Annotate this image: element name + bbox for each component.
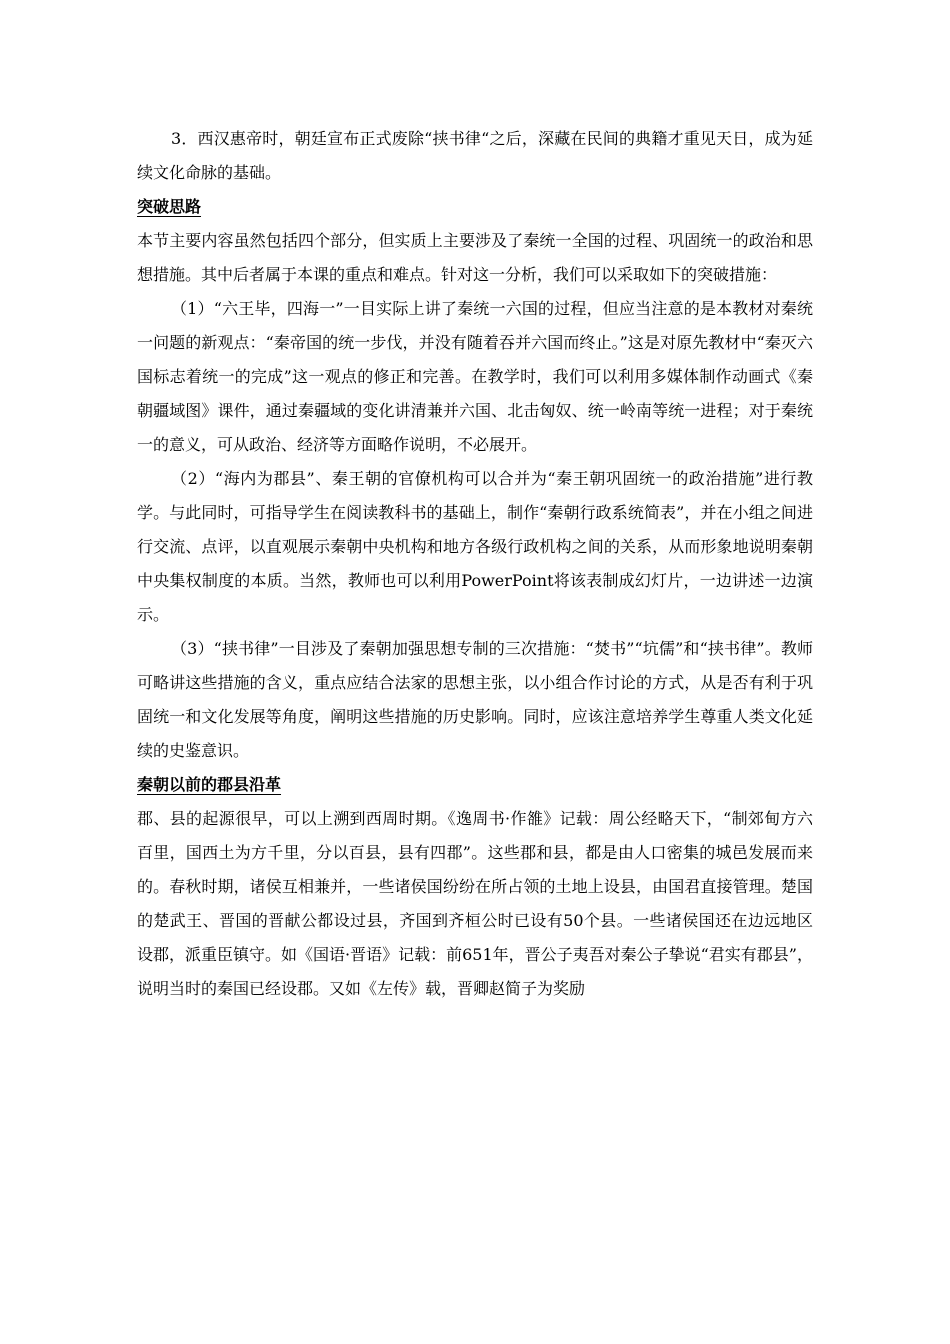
paragraph-item-3: 3．西汉惠帝时，朝廷宣布正式废除“挟书律“之后，深藏在民间的典籍才重见天日，成为延续文化命脉的基础。 [137,129,813,182]
paragraph-overview: 本节主要内容虽然包括四个部分，但实质上主要涉及了秦统一全国的过程、巩固统一的政治和思想措施。其中后者属于本课的重点和难点。针对这一分析，我们可以采取如下的突破措施： [137,231,813,284]
section-heading-prefectures: 秦朝以前的郡县沿革 [137,775,282,794]
paragraph-point-3: （3）“挟书律”一目涉及了秦朝加强思想专制的三次措施：“焚书”“坑儒”和“挟书律”。教师可略讲这些措施的含义，重点应结合法家的思想主张，以小组合作讨论的方式，从是否有利于巩固统一和文化发展等角度，阐明这些措施的历史影响。同时，应该注意培养学生尊重人类文化延续的史鉴意识。 [137,639,813,760]
paragraph-point-1: （1）“六王毕，四海一”一目实际上讲了秦统一六国的过程，但应当注意的是本教材对秦统一问题的新观点：“秦帝国的统一步伐，并没有随着吞并六国而终止。”这是对原先教材中“秦灭六国标志着统一的完成”这一观点的修正和完善。在教学时，我们可以利用多媒体制作动画式《秦朝疆域图》课件，通过秦疆域的变化讲清兼并六国、北击匈奴、统一岭南等统一进程；对于秦统一的意义，可从政治、经济等方面略作说明，不必展开。 [137,299,813,454]
paragraph-point-2: （2）“海内为郡县”、秦王朝的官僚机构可以合并为“秦王朝巩固统一的政治措施”进行教学。与此同时，可指导学生在阅读教科书的基础上，制作“秦朝行政系统简表”，并在小组之间进行交流、点评，以直观展示秦朝中央机构和地方各级行政机构之间的关系，从而形象地说明秦朝中央集权制度的本质。当然，教师也可以利用PowerPoint将该表制成幻灯片，一边讲述一边演示。 [137,469,813,624]
paragraph-prefecture-history: 郡、县的起源很早，可以上溯到西周时期。《逸周书·作雒》记载：周公经略天下，“制郊甸方六百里，国西土为方千里，分以百县，县有四郡”。这些郡和县，都是由人口密集的城邑发展而来的。春秋时期，诸侯互相兼并，一些诸侯国纷纷在所占领的土地上设县，由国君直接管理。楚国的楚武王、晋国的晋献公都设过县，齐国到齐桓公时已设有50个县。一些诸侯国还在边远地区设郡，派重臣镇守。如《国语·晋语》记载：前651年，晋公子夷吾对秦公子挚说“君实有郡县”，说明当时的秦国已经设郡。又如《左传》载，晋卿赵简子为奖励 [137,809,813,998]
section-heading-breakthrough: 突破思路 [137,197,202,216]
document-body [137,122,813,1006]
